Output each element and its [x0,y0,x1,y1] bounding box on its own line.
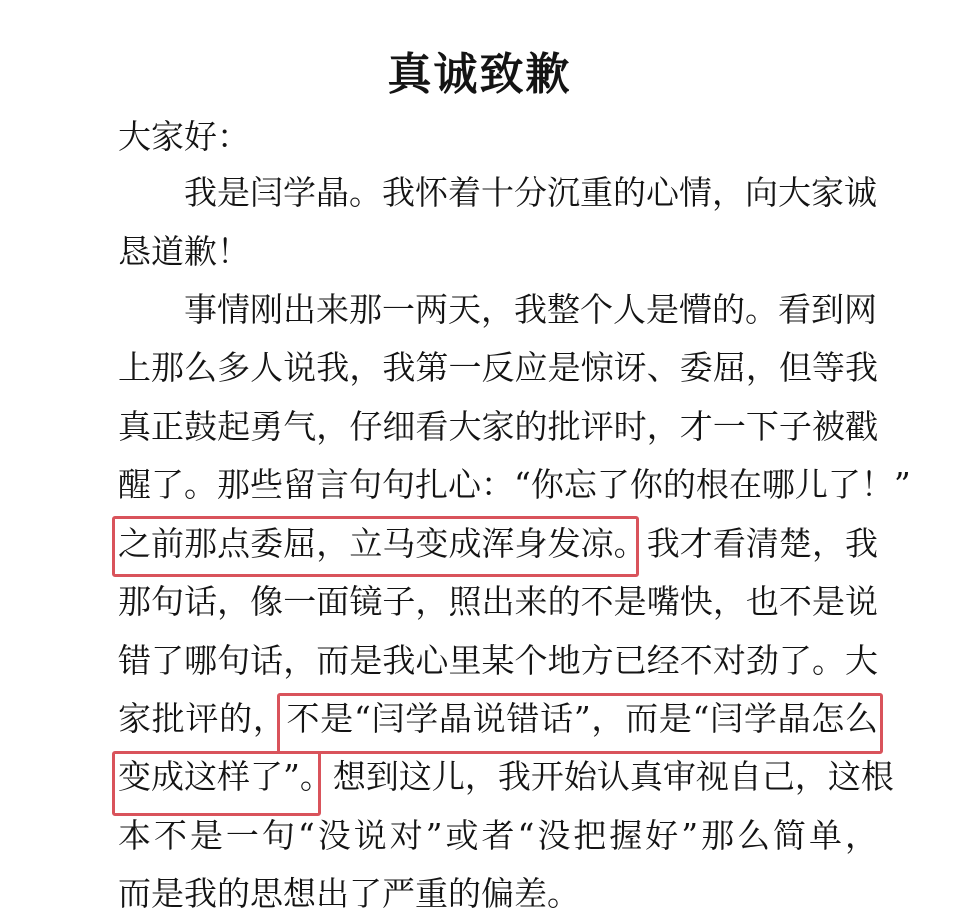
paragraph-2-line-2: 上那么多人说我，我第一反应是惊讶、委屈，但等我 [118,348,878,387]
paragraph-1-line-1: 我是闫学晶。我怀着十分沉重的心情，向大家诚 [184,173,877,212]
paragraph-2-line-3: 真正鼓起勇气，仔细看大家的批评时，才一下子被戳 [118,407,878,446]
paragraph-2-line-10: 本不是一句“没说对”或者“没把握好”那么简单， [118,816,878,855]
paragraph-2-line-7: 错了哪句话，而是我心里某个地方已经不对劲了。大 [118,641,878,680]
paragraph-2-line-6: 那句话，像一面镜子，照出来的不是嘴快，也不是说 [118,582,878,621]
paragraph-2-line-9: 变成这样了”。想到这儿，我开始认真审视自己，这根 [118,757,894,796]
highlight-box-3 [112,751,321,816]
highlight-box-1 [112,516,639,577]
highlight-box-2 [277,693,883,754]
paragraph-2-line-8: 家批评的，不是“闫学晶说错话”，而是“闫学晶怎么 [118,699,878,738]
paragraph-1-line-2: 恳道歉！ [118,232,250,271]
salutation-line: 大家好： [118,117,250,156]
paragraph-2-line-1: 事情刚出来那一两天，我整个人是懵的。看到网 [184,290,877,329]
paragraph-2-line-5: 之前那点委屈，立马变成浑身发凉。我才看清楚，我 [118,524,878,563]
paragraph-2-line-11: 而是我的思想出了严重的偏差。 [118,874,580,913]
document-title: 真诚致歉 [387,49,572,100]
paragraph-2-line-4: 醒了。那些留言句句扎心：“你忘了你的根在哪儿了！” [118,465,911,504]
